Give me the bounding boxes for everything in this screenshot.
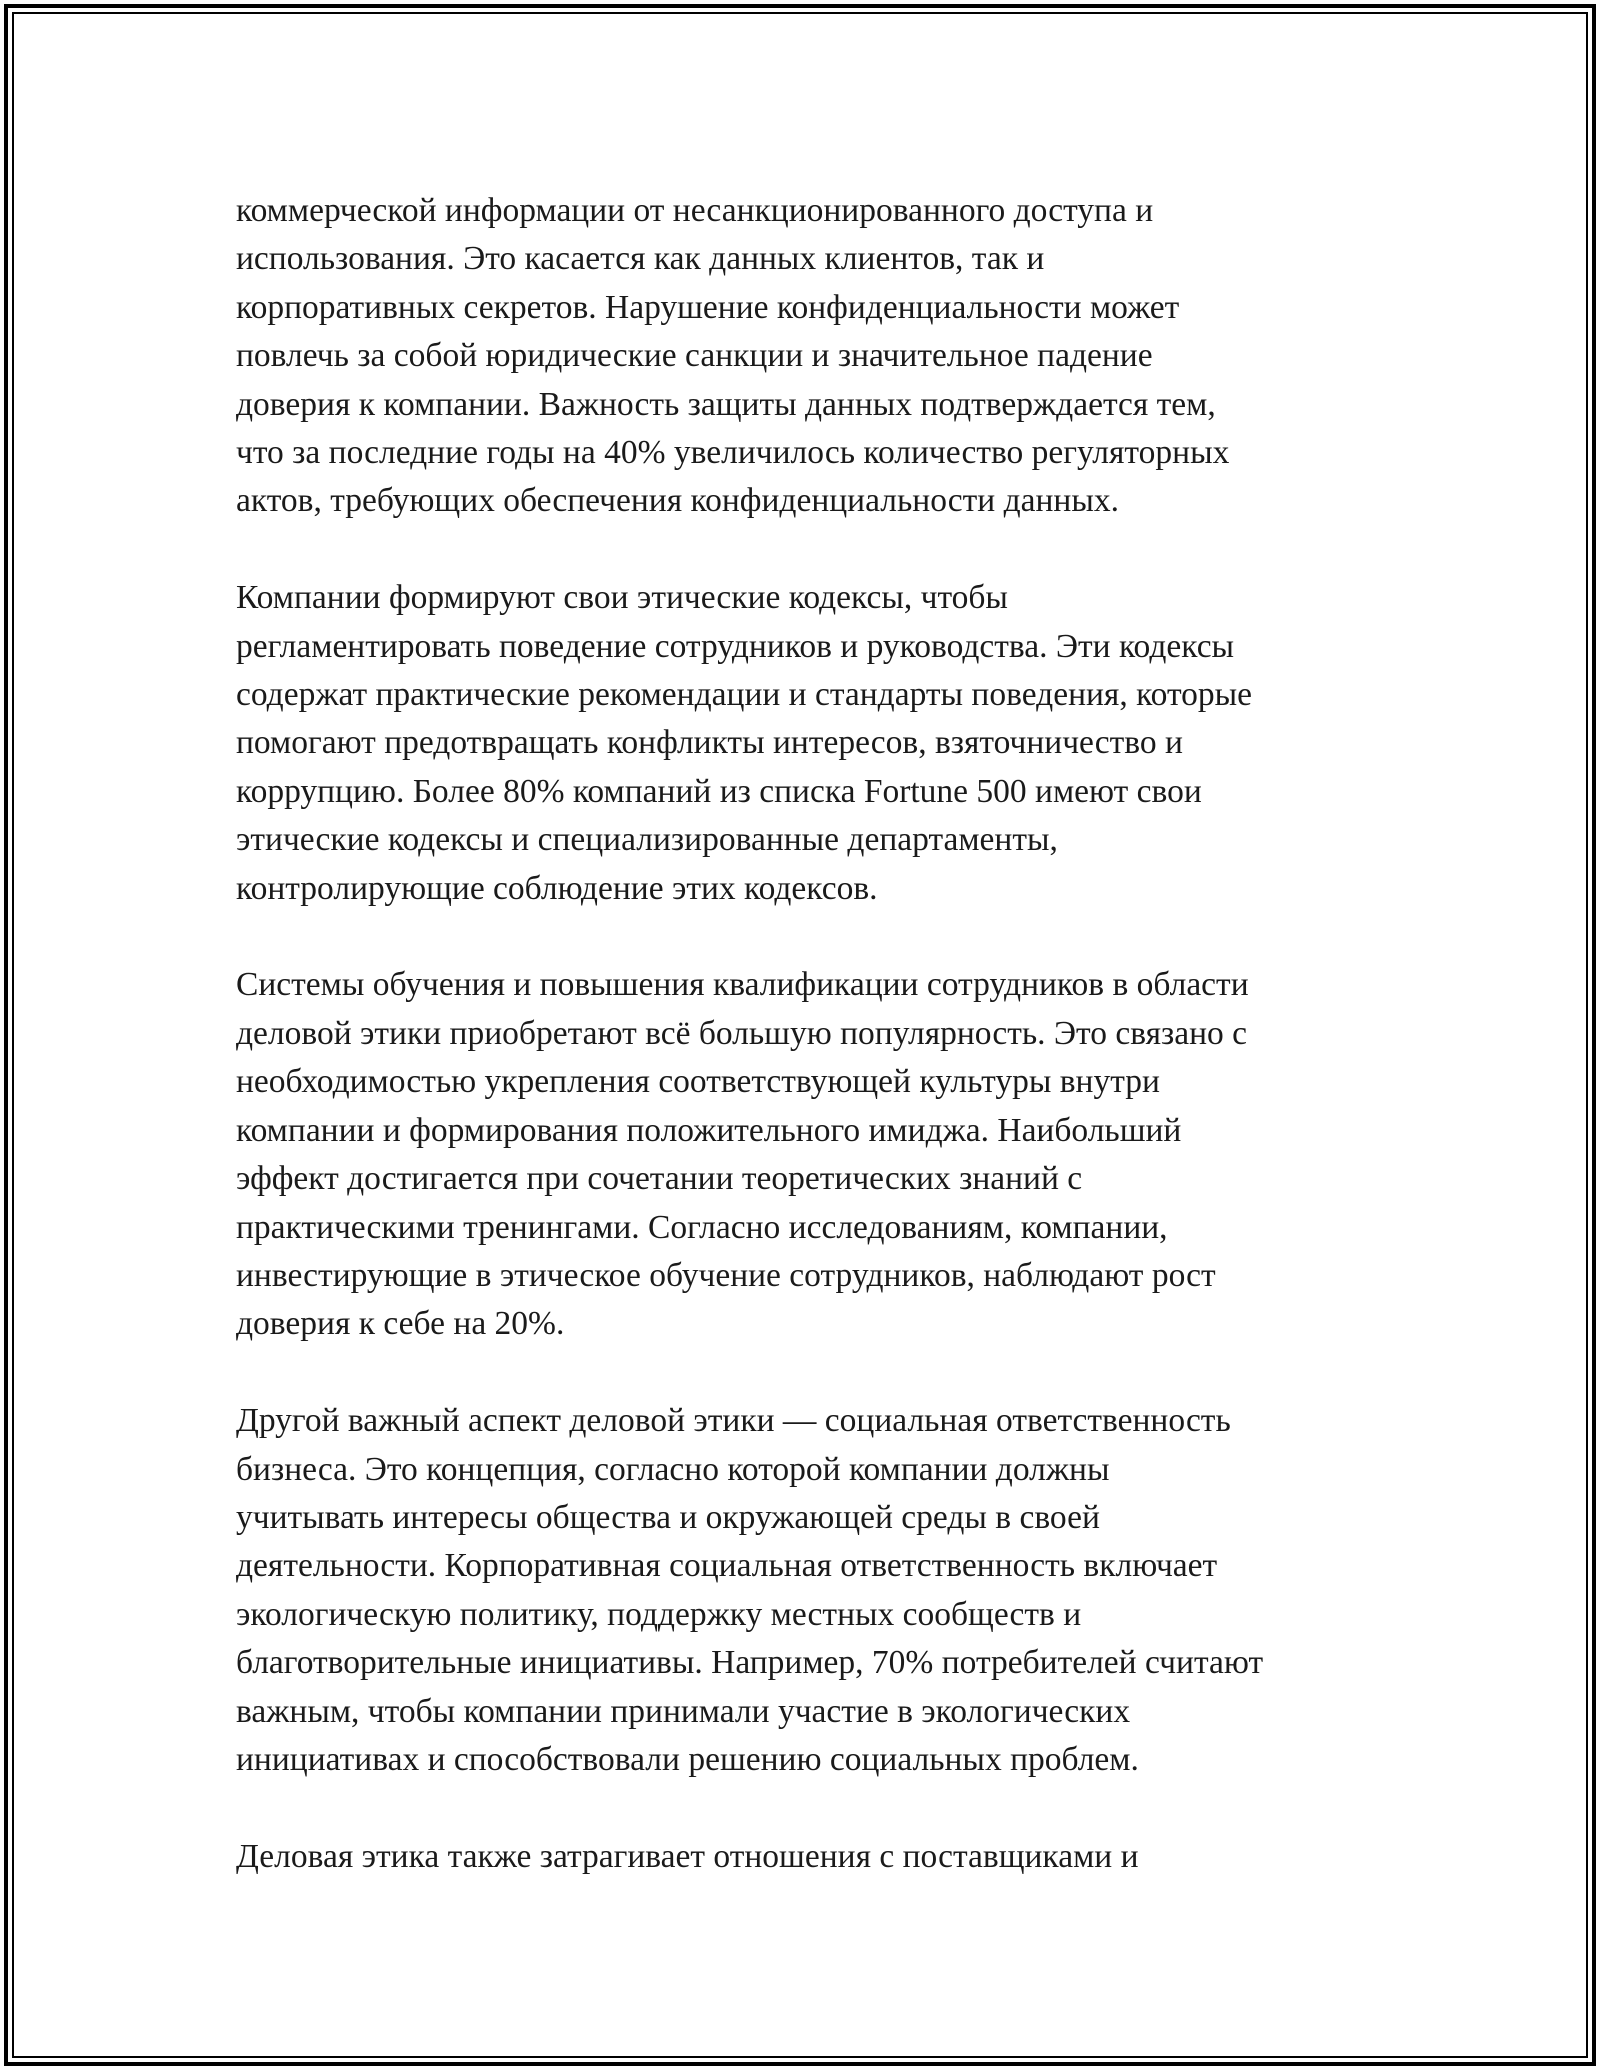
paragraph-ethics-training: Системы обучения и повышения квалификации сотрудников в области деловой этики приобретают всё большую популярность. Это связано с необходимостью укрепления соответствующей культуры внутри компании и формирования положительного имиджа. Наибольший эффект достигается при сочетании теоретических знаний с практическими тренингами. Согласно исследованиям, компании, инвестирующие в этическое обучение сотрудников, наблюдают рост доверия к себе на 20%. xyxy=(236,966,1249,1343)
document-body xyxy=(236,187,1386,1881)
paragraph-social-responsibility: Другой важный аспект деловой этики — социальная ответственность бизнеса. Это концепция, согласно которой компании должны учитывать интересы общества и окружающей среды в своей деятельности. Корпоративная социальная ответственность включает экологическую политику, поддержку местных сообществ и благотворительные инициативы. Например, 70% потребителей считают важным, чтобы компании принимали участие в экологических инициативах и способствовали решению социальных проблем. xyxy=(236,1402,1264,1778)
paragraph-ethics-codes: Компании формируют свои этические кодексы, чтобы регламентировать поведение сотрудников и руководства. Эти кодексы содержат практические рекомендации и стандарты поведения, которые помогают предотвращать конфликты интересов, взяточничество и коррупцию. Более 80% компаний из списка Fortune 500 имеют свои этические кодексы и специализированные департаменты, контролирующие соблюдение этих кодексов. xyxy=(236,579,1253,907)
paragraph-supplier-relations: Деловая этика также затрагивает отношения с поставщиками и xyxy=(236,1837,1139,1875)
paragraph-data-confidentiality: коммерческой информации от несанкционированного доступа и использования. Это касается как данных клиентов, так и корпоративных секретов. Нарушение конфиденциальности может повлечь за собой юридические санкции и значительное падение доверия к компании. Важность защиты данных подтверждается тем, что за последние годы на 40% увеличилось количество регуляторных актов, требующих обеспечения конфиденциальности данных. xyxy=(236,192,1230,520)
